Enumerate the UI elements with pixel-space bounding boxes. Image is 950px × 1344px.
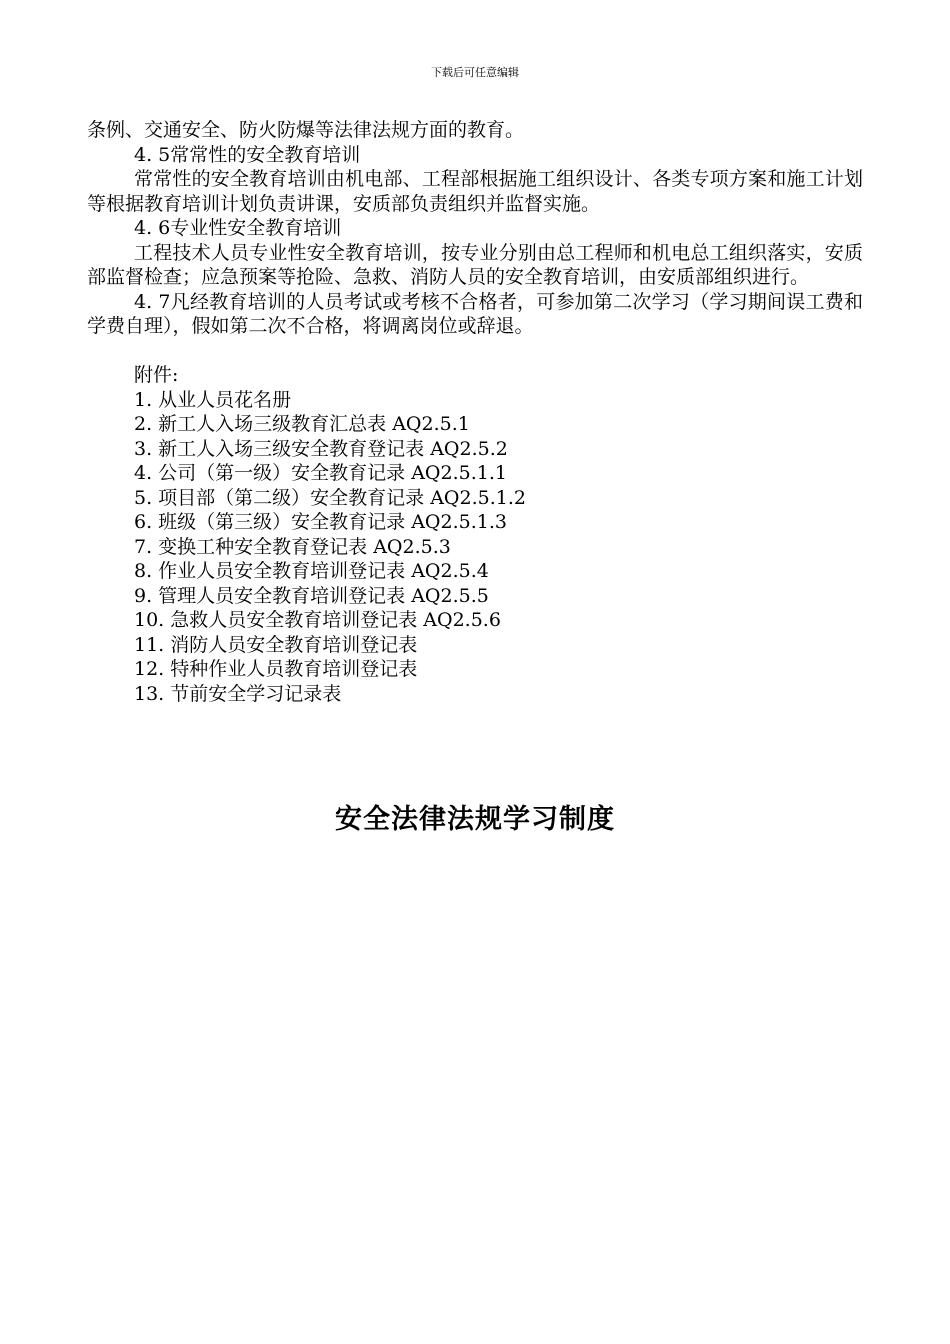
attachment-item: 9. 管理人员安全教育培训登记表 AQ2.5.5: [134, 584, 489, 607]
paragraph-4-7: 4. 7凡经教育培训的人员考试或考核不合格者，可参加第二次学习（学习期间误工费和学费自理），假如第二次不合格，将调离岗位或辞退。: [87, 290, 863, 337]
attachment-item: 1. 从业人员花名册: [134, 388, 292, 411]
attachment-item: 6. 班级（第三级）安全教育记录 AQ2.5.1.3: [134, 511, 507, 533]
attachment-item: 2. 新工人入场三级教育汇总表 AQ2.5.1: [134, 413, 470, 435]
attachment-item: 3. 新工人入场三级安全教育登记表 AQ2.5.2: [134, 437, 508, 460]
attachment-item: 10. 急救人员安全教育培训登记表 AQ2.5.6: [134, 609, 501, 631]
blank-line: [87, 339, 863, 364]
attachment-item: 7. 变换工种安全教育登记表 AQ2.5.3: [134, 535, 451, 558]
attachment-item: 11. 消防人员安全教育培训登记表: [134, 633, 418, 656]
attachment-item: 5. 项目部（第二级）安全教育记录 AQ2.5.1.2: [134, 486, 526, 509]
heading-4-5: 4. 5常常性的安全教育培训: [134, 143, 361, 166]
paragraph-4-5: 常常性的安全教育培训由机电部、工程部根据施工组织设计、各类专项方案和施工计划等根据教育培训计划负责讲课，安质部负责组织并监督实施。: [87, 168, 863, 215]
paragraph-continuation: 条例、交通安全、防火防爆等法律法规方面的教育。: [87, 119, 525, 141]
section-title: 安全法律法规学习制度: [335, 804, 615, 835]
attachment-item: 13. 节前安全学习记录表: [134, 682, 342, 705]
header-note: 下载后可任意编辑: [431, 66, 519, 79]
attachment-item: 4. 公司（第一级）安全教育记录 AQ2.5.1.1: [134, 462, 507, 484]
attachment-item: 8. 作业人员安全教育培训登记表 AQ2.5.4: [134, 560, 489, 582]
heading-4-6: 4. 6专业性安全教育培训: [134, 217, 342, 239]
attachments-list: [87, 388, 863, 707]
document-body: [87, 118, 863, 706]
attachments-label: 附件:: [134, 364, 179, 386]
attachment-item: 12. 特种作业人员教育培训登记表: [134, 658, 418, 680]
paragraph-4-6: 工程技术人员专业性安全教育培训，按专业分别由总工程师和机电总工组织落实，安质部监督检查；应急预案等抢险、急救、消防人员的安全教育培训，由安质部组织进行。: [87, 241, 863, 288]
